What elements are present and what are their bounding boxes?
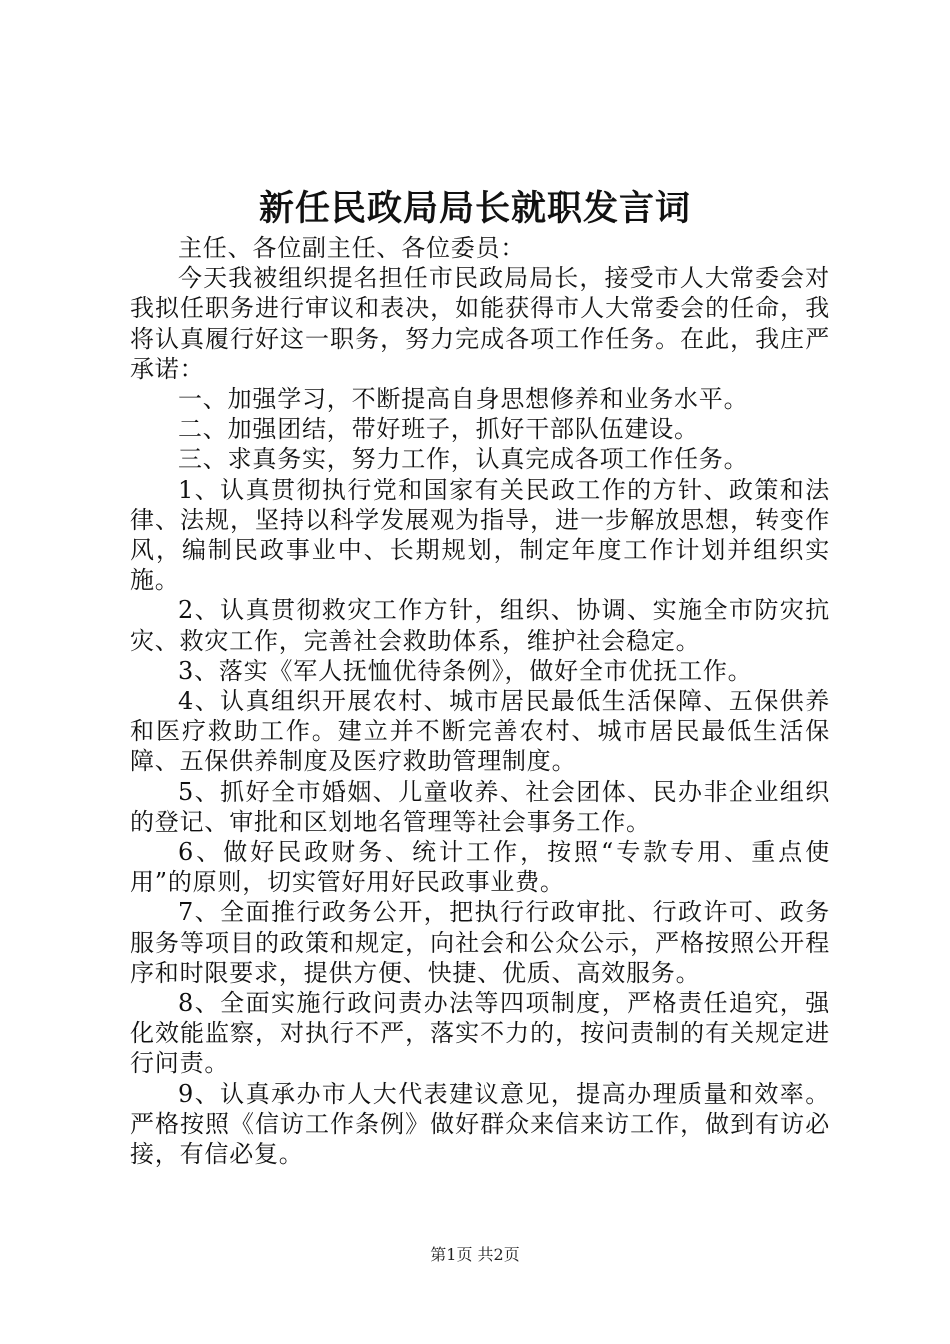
salutation-paragraph: 主任、各位副主任、各位委员： — [178, 234, 526, 262]
task-item-2: 2、认真贯彻救灾工作方针，组织、协调、实施全市防灾抗灾、救灾工作，完善社会救助体系，维护社会稳定。 — [130, 596, 830, 655]
document-title: 新任民政局局长就职发言词 — [258, 188, 691, 229]
document-body — [130, 233, 830, 1169]
page-number-footer: 第1页 共2页 — [430, 1245, 520, 1264]
task-item-6: 6、做好民政财务、统计工作，按照“专款专用、重点使用”的原则，切实管好用好民政事业费。 — [130, 838, 830, 897]
pledge-item-3: 三、求真务实，努力工作，认真完成各项工作任务。 — [178, 445, 749, 474]
task-item-7: 7、全面推行政务公开，把执行行政审批、行政许可、政务服务等项目的政策和规定，向社会和公众公示，严格按照公开程序和时限要求，提供方便、快捷、优质、高效服务。 — [130, 898, 830, 987]
pledge-item-2: 二、加强团结，带好班子，抓好干部队伍建设。 — [178, 415, 699, 444]
task-item-8: 8、全面实施行政问责办法等四项制度，严格责任追究，强化效能监察，对执行不严，落实不力的，按问责制的有关规定进行问责。 — [130, 989, 830, 1078]
task-item-5: 5、抓好全市婚姻、儿童收养、社会团体、民办非企业组织的登记、审批和区划地名管理等社会事务工作。 — [130, 777, 830, 836]
task-item-3: 3、落实《军人抚恤优待条例》，做好全市优抚工作。 — [178, 656, 753, 685]
intro-paragraph: 今天我被组织提名担任市民政局局长，接受市人大常委会对我拟任职务进行审议和表决，如能获得市人大常委会的任命，我将认真履行好这一职务，努力完成各项工作任务。在此，我庄严承诺： — [130, 264, 830, 383]
task-item-9: 9、认真承办市人大代表建议意见，提高办理质量和效率。严格按照《信访工作条例》做好群众来信来访工作，做到有访必接，有信必复。 — [130, 1079, 830, 1169]
task-item-4: 4、认真组织开展农村、城市居民最低生活保障、五保供养和医疗救助工作。建立并不断完善农村、城市居民最低生活保障、五保供养制度及医疗救助管理制度。 — [130, 687, 830, 776]
task-item-1: 1、认真贯彻执行党和国家有关民政工作的方针、政策和法律、法规，坚持以科学发展观为指导，进一步解放思想，转变作风，编制民政事业中、长期规划，制定年度工作计划并组织实施。 — [130, 475, 830, 595]
pledge-item-1: 一、加强学习，不断提高自身思想修养和业务水平。 — [178, 385, 749, 414]
